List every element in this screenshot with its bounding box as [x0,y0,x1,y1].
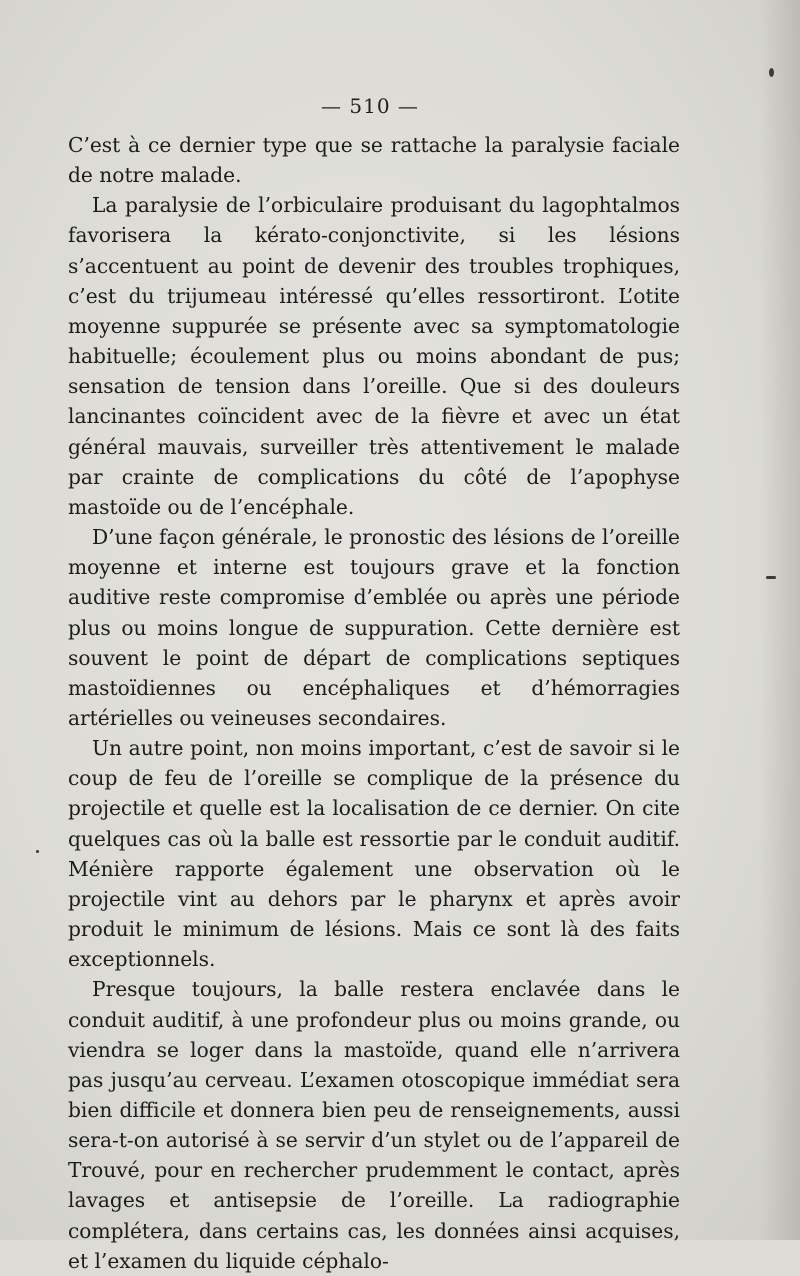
ink-speck [766,576,776,579]
ink-speck [769,68,774,77]
page-edge-shadow [760,0,800,1240]
body-text [68,130,680,1276]
paragraph: Presque toujours, la balle restera enclavée dans le conduit auditif, à une profondeur plus ou moins grande, ou viendra se loger dans la mastoïde, quand elle n’arrivera pas jusqu’au cerveau. L’examen otoscopique immédiat sera bien difficile et donnera bien peu de renseignements, aussi sera-t-on autorisé à se servir d’un stylet ou de l’appareil de Trouvé, pour en rechercher prudemment le contact, après lavages et antisepsie de l’oreille. La radiographie complétera, dans certains cas, les données ainsi acquises, et l’examen du liquide céphalo- [68,977,680,1273]
paragraph: La paralysie de l’orbiculaire produisant du lagophtalmos favorisera la kérato-conjonctivite, si les lésions s’accentuent au point de devenir des troubles trophiques, c’est du trijumeau intéressé qu’elles ressortiront. L’otite moyenne suppurée se présente avec sa symptomatologie habituelle; écoulement plus ou moins abondant de pus; sensation de tension dans l’oreille. Que si des douleurs lancinantes coïncident avec de la fièvre et avec un état général mauvais, surveiller très attentivement le malade par crainte de complications du côté de l’apophyse mastoïde ou de l’encéphale. [68,193,680,519]
paragraph: Un autre point, non moins important, c’est de savoir si le coup de feu de l’oreille se complique de la présence du projectile et quelle est la localisation de ce dernier. On cite quelques cas où la balle est ressortie par le conduit auditif. Ménière rapporte également une observation où le projectile vint au dehors par le pharynx et après avoir produit le minimum de lésions. Mais ce sont là des faits exceptionnels. [68,736,680,972]
ink-speck [36,850,39,853]
page-number: — 510 — [321,94,419,118]
paragraph: C’est à ce dernier type que se rattache la paralysie faciale de notre malade. [68,133,680,188]
paragraph: D’une façon générale, le pronostic des lésions de l’oreille moyenne et interne est toujours grave et la fonction auditive reste compromise d’emblée ou après une période plus ou moins longue de suppuration. Cette dernière est souvent le point de départ de complications septiques mastoïdiennes ou encéphaliques et d’hémorragies artérielles ou veineuses secondaires. [68,525,680,730]
